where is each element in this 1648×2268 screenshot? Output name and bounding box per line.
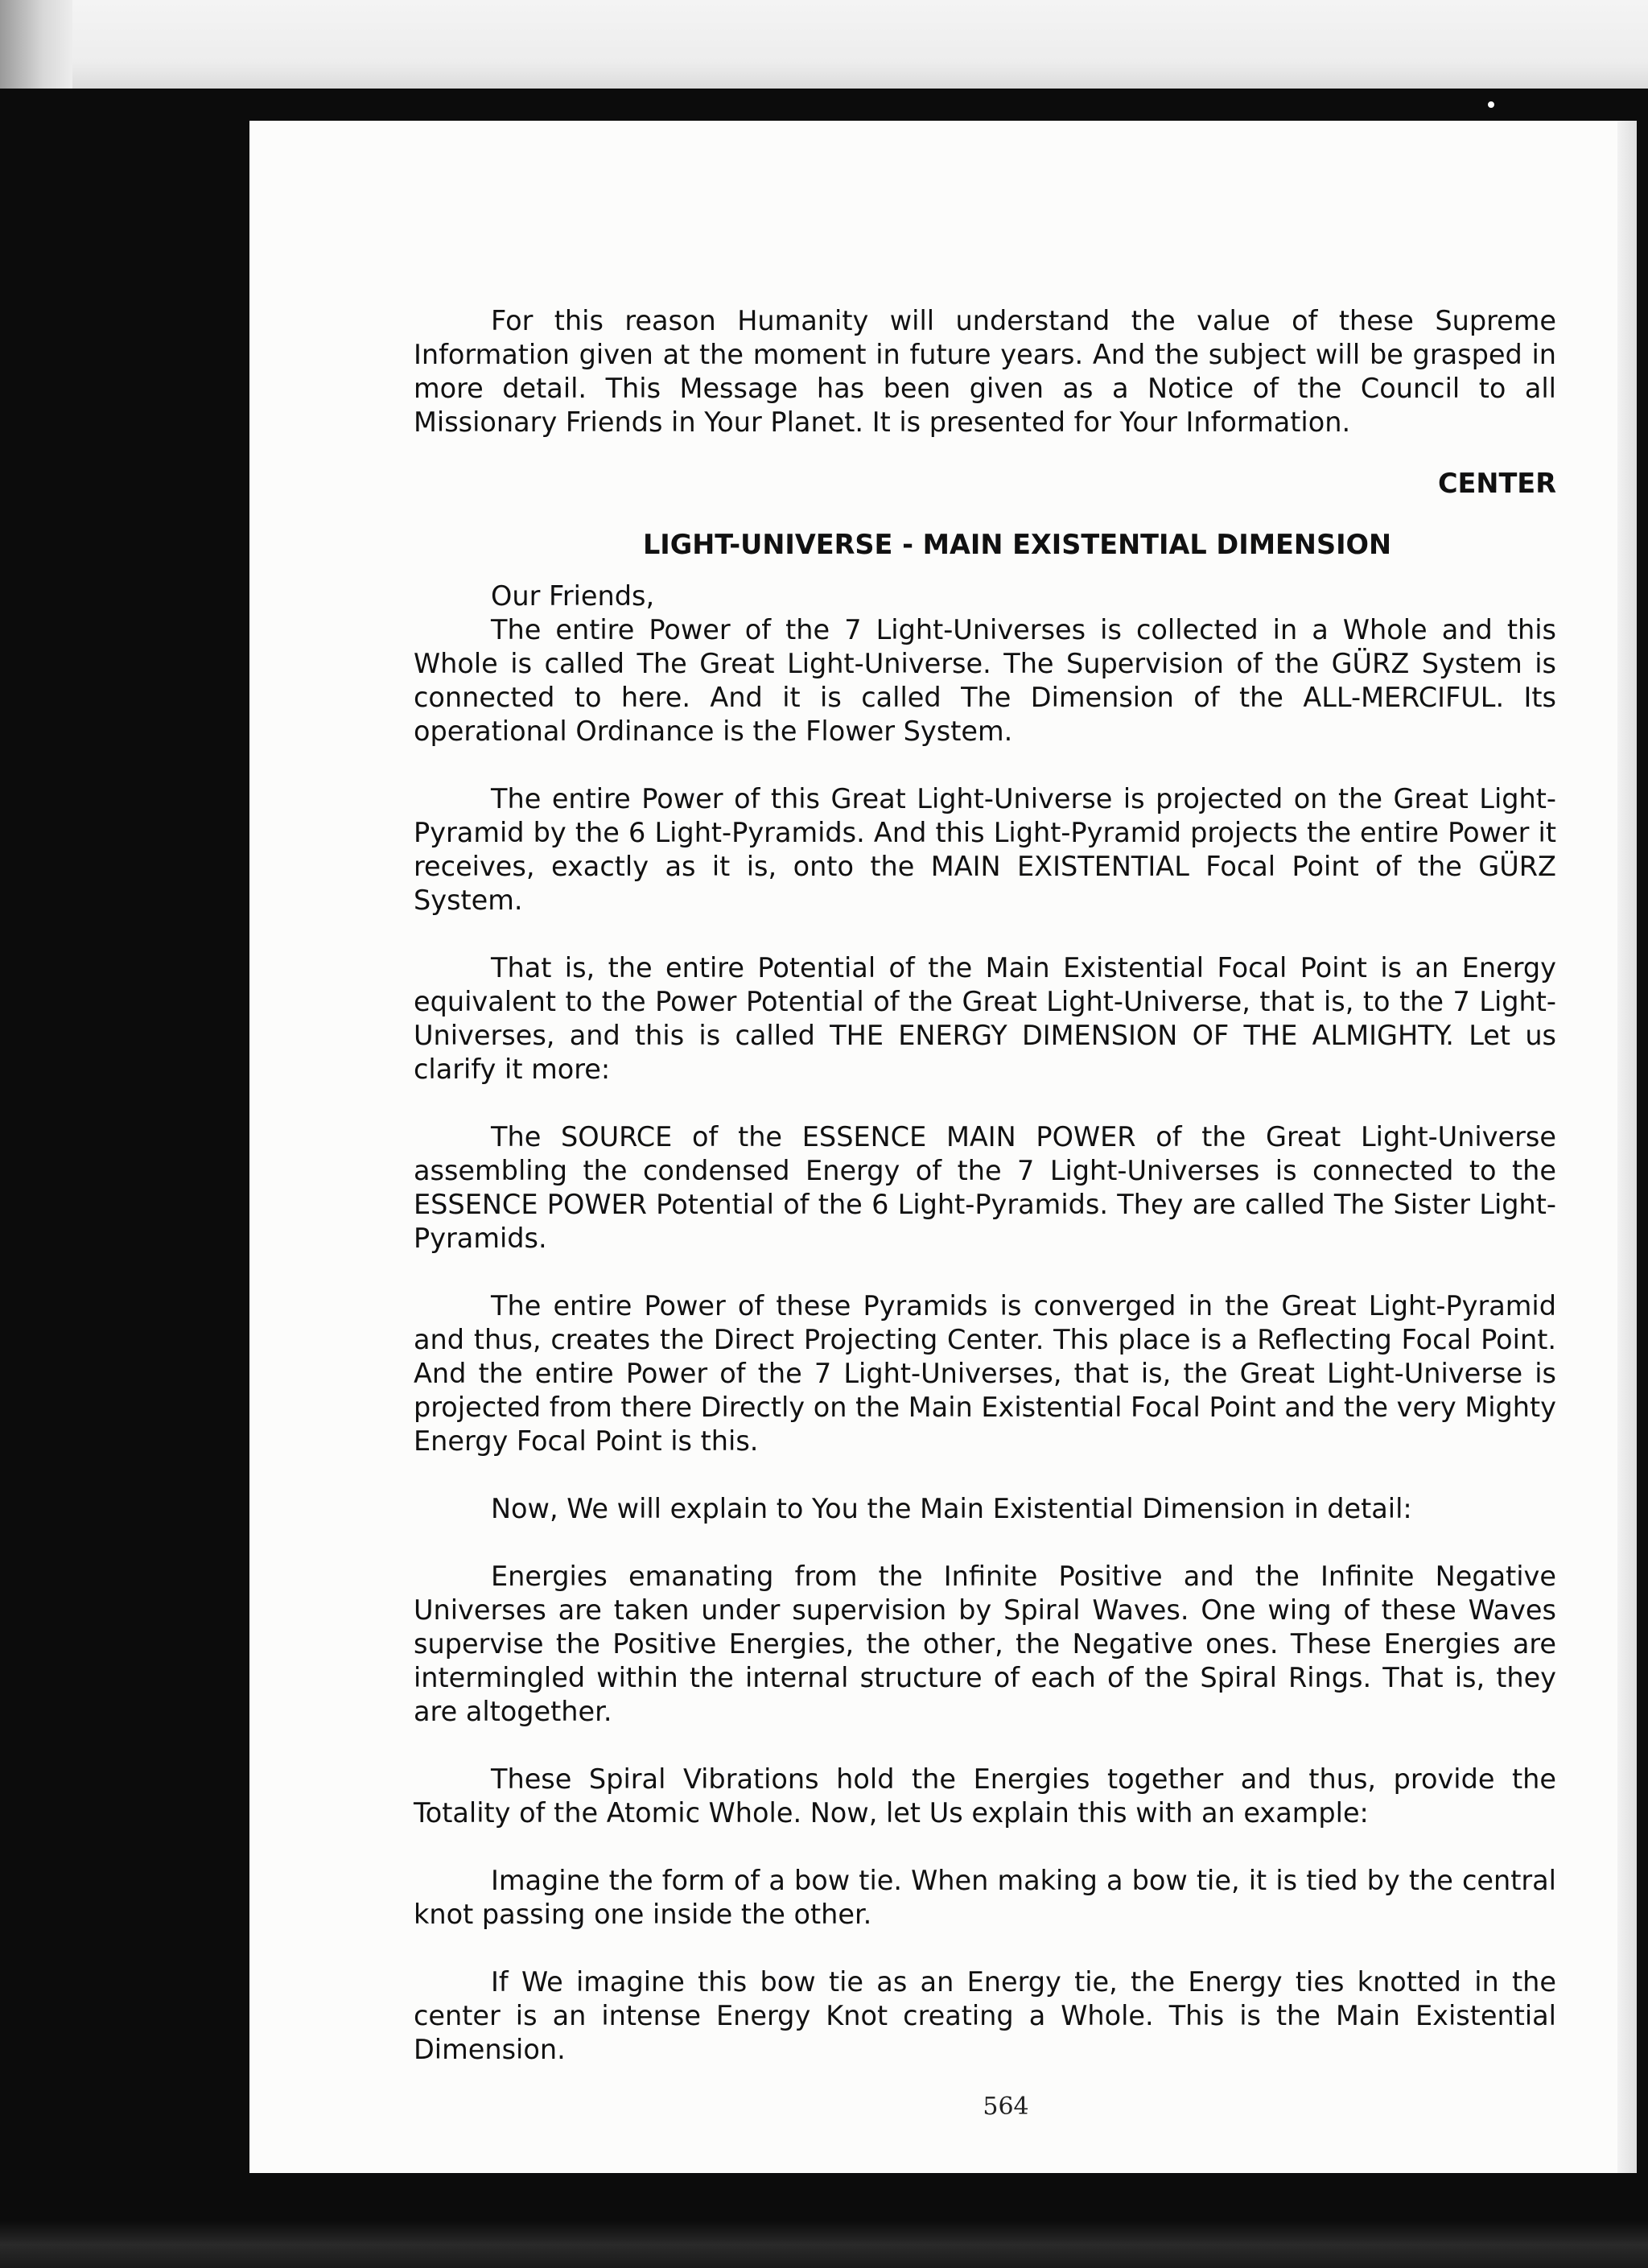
paragraph: The SOURCE of the ESSENCE MAIN POWER of the Great Light-Universe assembling the condensed Energy of the 7 Light-Universes is connected to the ESSENCE POWER Potential of the 6 Light-Pyramids. They are called The Sister Light-Pyramids. bbox=[414, 1121, 1556, 1254]
paragraph: That is, the entire Potential of the Main Existential Focal Point is an Energy equivalent to the Power Potential of the Great Light-Universe, that is, to the 7 Light-Universes, and this is called THE ENERGY DIMENSION OF THE ALMIGHTY. Let us clarify it more: bbox=[414, 952, 1556, 1085]
page-right-edge bbox=[1617, 121, 1637, 2173]
salutation: Our Friends, bbox=[491, 580, 655, 612]
paragraph: For this reason Humanity will understand the value of these Supreme Information given at the moment in future years. And the subject will be grasped in more detail. This Message has been given as a Notice of the Council to all Missionary Friends in Your Planet. It is presented for Your Information. bbox=[414, 305, 1556, 438]
paragraph: Now, We will explain to You the Main Existential Dimension in detail: bbox=[491, 1493, 1412, 1524]
paragraph: The entire Power of the 7 Light-Universes is collected in a Whole and this Whole is called The Great Light-Universe. The Supervision of the GÜRZ System is connected to here. And it is called The Dimension of the ALL-MERCIFUL. Its operational Ordinance is the Flower System. bbox=[414, 614, 1556, 747]
paragraph: These Spiral Vibrations hold the Energies together and thus, provide the Totality of the Atomic Whole. Now, let Us explain this with an example: bbox=[414, 1763, 1556, 1829]
scan-speck bbox=[1488, 101, 1494, 108]
section-title: LIGHT-UNIVERSE - MAIN EXISTENTIAL DIMENSION bbox=[642, 529, 1392, 560]
paragraph: Energies emanating from the Infinite Positive and the Infinite Negative Universes are taken under supervision by Spiral Waves. One wing of these Waves supervise the Positive Energies, the other, the Negative ones. These Energies are intermingled within the internal structure of each of the Spiral Rings. That is, they are altogether. bbox=[414, 1561, 1556, 1727]
paragraph: The entire Power of these Pyramids is converged in the Great Light-Pyramid and thus, creates the Direct Projecting Center. This place is a Reflecting Focal Point. And the entire Power of the 7 Light-Universes, that is, the Great Light-Universe is projected from there Directly on the Main Existential Focal Point and the very Mighty Energy Focal Point is this. bbox=[414, 1290, 1556, 1457]
book-bottom-edge bbox=[0, 2221, 1648, 2268]
page-number: 564 bbox=[983, 2093, 1029, 2121]
paragraph: Imagine the form of a bow tie. When making a bow tie, it is tied by the central knot passing one inside the other. bbox=[414, 1865, 1556, 1930]
paragraph: The entire Power of this Great Light-Universe is projected on the Great Light-Pyramid by the 6 Light-Pyramids. And this Light-Pyramid projects the entire Power it receives, exactly as it is, onto the MAIN EXISTENTIAL Focal Point of the GÜRZ System. bbox=[414, 783, 1556, 916]
paragraph: If We imagine this bow tie as an Energy tie, the Energy ties knotted in the center is an intense Energy Knot creating a Whole. This is the Main Existential Dimension. bbox=[414, 1966, 1556, 2065]
center-label: CENTER bbox=[1437, 468, 1556, 499]
scan-background-top bbox=[0, 0, 1648, 89]
page-body bbox=[414, 304, 1556, 2067]
